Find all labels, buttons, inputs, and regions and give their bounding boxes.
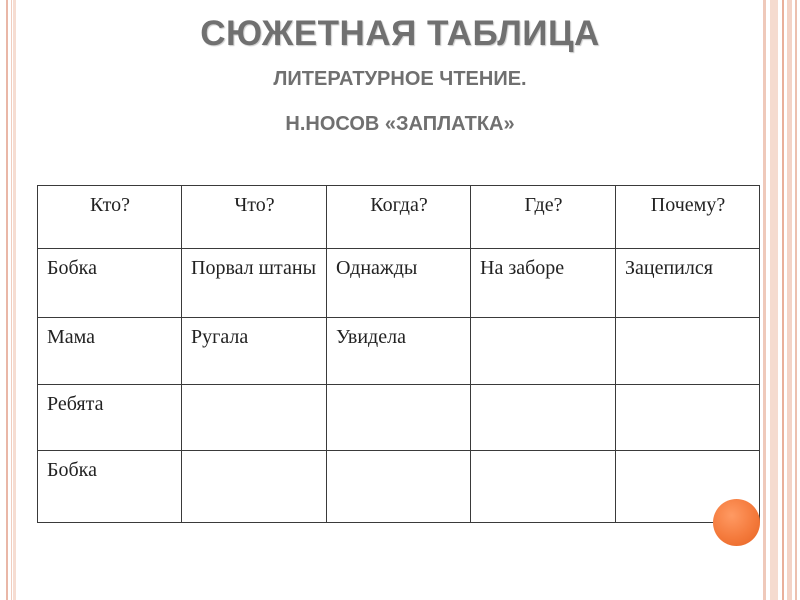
table-cell: Ребята <box>38 385 182 451</box>
table-cell <box>182 451 327 523</box>
slide-subtitle-subject: ЛИТЕРАТУРНОЕ ЧТЕНИЕ. <box>273 68 527 90</box>
table-header-row <box>38 186 760 249</box>
table-cell: На заборе <box>471 249 616 318</box>
table-row <box>38 385 760 451</box>
column-header-why: Почему? <box>616 186 760 249</box>
table-cell <box>182 385 327 451</box>
table-cell <box>471 451 616 523</box>
column-header-when: Когда? <box>327 186 471 249</box>
table-cell: Ругала <box>182 318 327 385</box>
column-header-who: Кто? <box>38 186 182 249</box>
table-cell: Зацепился <box>616 249 760 318</box>
table-cell <box>327 385 471 451</box>
table-cell: Бобка <box>38 451 182 523</box>
table-cell: Бобка <box>38 249 182 318</box>
slide-title: СЮЖЕТНАЯ ТАБЛИЦА <box>200 14 600 53</box>
plot-table <box>37 185 760 523</box>
column-header-where: Где? <box>471 186 616 249</box>
table-cell: Однажды <box>327 249 471 318</box>
table-cell <box>471 385 616 451</box>
table-cell <box>327 451 471 523</box>
orange-circle-icon <box>713 499 760 546</box>
table-cell <box>471 318 616 385</box>
table-cell <box>616 318 760 385</box>
column-header-what: Что? <box>182 186 327 249</box>
table-row <box>38 451 760 523</box>
slide-subtitle-story: Н.НОСОВ «ЗАПЛАТКА» <box>285 113 515 135</box>
table-cell <box>616 385 760 451</box>
table-cell: Увидела <box>327 318 471 385</box>
table-row <box>38 318 760 385</box>
table-cell: Мама <box>38 318 182 385</box>
table-cell: Порвал штаны <box>182 249 327 318</box>
table-row <box>38 249 760 318</box>
